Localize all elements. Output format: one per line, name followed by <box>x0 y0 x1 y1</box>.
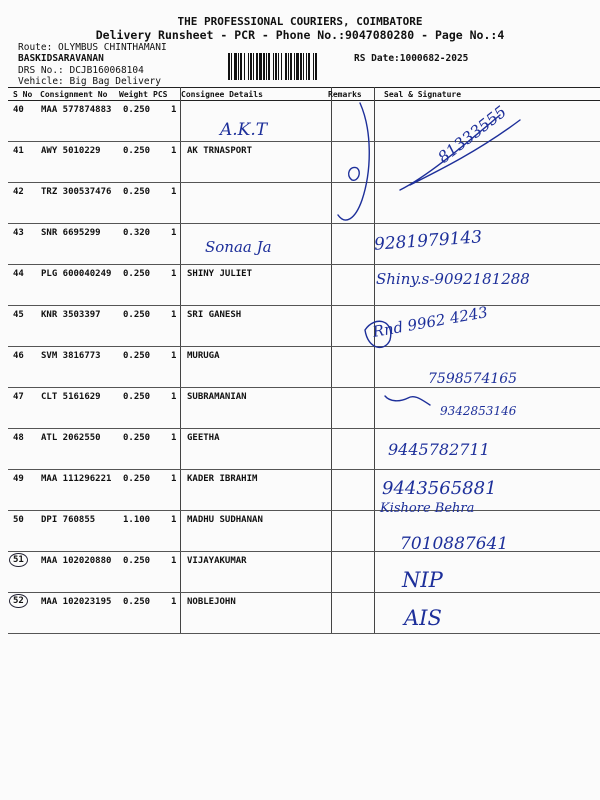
handwritten-note: NIP <box>402 568 443 592</box>
row-weight: 0.250 <box>123 105 151 115</box>
vehicle-label: Vehicle: Big Bag Delivery <box>18 76 161 87</box>
row-pcs: 1 <box>171 515 177 525</box>
row-pcs: 1 <box>171 269 177 279</box>
row-consignment: MAA 111296221 <box>41 474 112 484</box>
row-pcs: 1 <box>171 146 177 156</box>
table-row <box>8 551 600 593</box>
handwritten-note: Rnd 9962 4243 <box>371 303 490 341</box>
row-weight: 0.250 <box>123 351 151 361</box>
row-sno: 50 <box>13 515 24 525</box>
row-pcs: 1 <box>171 474 177 484</box>
route-label: Route: OLYMBUS CHINTHAMANI <box>18 42 167 53</box>
handwritten-name: A.K.T <box>220 120 268 140</box>
table-row <box>8 182 600 224</box>
row-weight: 0.250 <box>123 597 151 607</box>
handwritten-phone: 7010887641 <box>400 534 509 554</box>
row-consignment: SNR 6695299 <box>41 228 101 238</box>
table-row <box>8 510 600 552</box>
handwritten-name: Sonaa Ja <box>205 238 272 256</box>
row-sno: 43 <box>13 228 24 238</box>
row-consignee: SUBRAMANIAN <box>187 392 247 402</box>
table-row <box>8 223 600 265</box>
handwritten-phone: 9445782711 <box>388 440 490 459</box>
rs-date: RS Date:1000682-2025 <box>354 53 469 64</box>
row-consignment: PLG 600040249 <box>41 269 112 279</box>
runsheet-title: Delivery Runsheet - PCR - Phone No.:9047080280 - Page No.:4 <box>95 28 505 42</box>
row-consignment: TRZ 300537476 <box>41 187 112 197</box>
row-weight: 0.320 <box>123 228 151 238</box>
row-pcs: 1 <box>171 351 177 361</box>
row-sno: 49 <box>13 474 24 484</box>
handwritten-phone: 9342853146 <box>440 404 517 418</box>
row-pcs: 1 <box>171 187 177 197</box>
handwritten-name: Kishore Behra <box>380 501 475 516</box>
row-consignment: DPI 760855 <box>41 515 96 525</box>
row-sno: 46 <box>13 351 24 361</box>
col-header-consignment: Consignment No <box>40 90 108 99</box>
row-consignment: MAA 577874883 <box>41 105 112 115</box>
row-pcs: 1 <box>171 228 177 238</box>
col-header-weight: Weight <box>119 90 148 99</box>
row-sno: 47 <box>13 392 24 402</box>
row-consignee: NOBLEJOHN <box>187 597 236 607</box>
col-header-sno: S No <box>13 90 33 99</box>
row-pcs: 1 <box>171 433 177 443</box>
col-header-remarks: Remarks <box>328 90 362 99</box>
row-sno: 44 <box>13 269 24 279</box>
row-consignee: VIJAYAKUMAR <box>187 556 247 566</box>
table-row <box>8 428 600 470</box>
col-header-seal: Seal & Signature <box>384 90 462 99</box>
row-pcs: 1 <box>171 105 177 115</box>
row-consignee: SHINY JULIET <box>187 269 253 279</box>
row-sno-circled: 52 <box>9 594 28 608</box>
row-pcs: 1 <box>171 556 177 566</box>
row-sno: 41 <box>13 146 24 156</box>
row-sno: 40 <box>13 105 24 115</box>
row-consignment: AWY 5010229 <box>41 146 101 156</box>
table-row <box>8 592 600 634</box>
row-consignee: MADHU SUDHANAN <box>187 515 263 525</box>
table-row <box>8 100 600 142</box>
col-header-pcs: PCS <box>153 90 168 99</box>
row-weight: 0.250 <box>123 392 151 402</box>
table-row <box>8 141 600 183</box>
row-weight: 0.250 <box>123 310 151 320</box>
table-row <box>8 305 600 347</box>
handwritten-phone: 9443565881 <box>382 478 497 499</box>
barcode-image <box>228 53 350 80</box>
row-sno-circled: 51 <box>9 553 28 567</box>
row-consignment: MAA 102020880 <box>41 556 112 566</box>
handwritten-phone: 7598574165 <box>428 371 518 387</box>
handwritten-note: AIS <box>404 606 442 630</box>
row-consignment: CLT 5161629 <box>41 392 101 402</box>
row-weight: 0.250 <box>123 433 151 443</box>
row-consignment: KNR 3503397 <box>41 310 101 320</box>
staff-label: BASKIDSARAVANAN <box>18 53 104 64</box>
row-weight: 1.100 <box>123 515 151 525</box>
table-row <box>8 469 600 511</box>
row-weight: 0.250 <box>123 556 151 566</box>
row-sno: 42 <box>13 187 24 197</box>
handwritten-phone: 9281979143 <box>373 227 483 255</box>
handwritten-phone: Shiny.s-9092181288 <box>376 270 530 288</box>
row-pcs: 1 <box>171 597 177 607</box>
row-consignment: ATL 2062550 <box>41 433 101 443</box>
col-header-consignee: Consignee Details <box>181 90 263 99</box>
handwritten-phone: 81333555 <box>434 101 511 167</box>
row-consignee: KADER IBRAHIM <box>187 474 258 484</box>
row-pcs: 1 <box>171 310 177 320</box>
row-consignee: MURUGA <box>187 351 220 361</box>
row-consignment: MAA 102023195 <box>41 597 112 607</box>
row-consignment: SVM 3816773 <box>41 351 101 361</box>
row-pcs: 1 <box>171 392 177 402</box>
row-consignee: GEETHA <box>187 433 220 443</box>
row-sno: 48 <box>13 433 24 443</box>
row-consignee: SRI GANESH <box>187 310 242 320</box>
row-weight: 0.250 <box>123 269 151 279</box>
row-weight: 0.250 <box>123 474 151 484</box>
company-title: THE PROFESSIONAL COURIERS, COIMBATORE <box>177 15 423 28</box>
row-sno: 45 <box>13 310 24 320</box>
row-weight: 0.250 <box>123 187 151 197</box>
row-consignee: AK TRNASPORT <box>187 146 253 156</box>
drs-number: DRS No.: DCJB160068104 <box>18 65 144 76</box>
table-top-rule <box>8 87 600 88</box>
row-weight: 0.250 <box>123 146 151 156</box>
